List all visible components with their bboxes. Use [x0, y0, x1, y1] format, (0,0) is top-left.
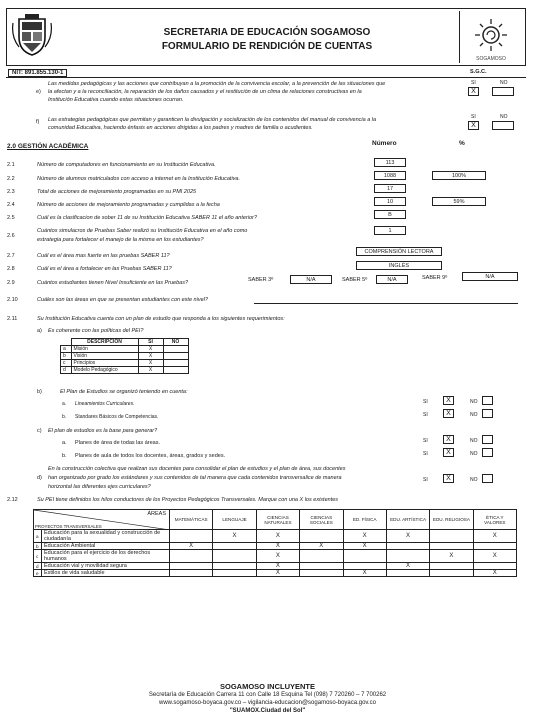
mark-cell[interactable]: X [473, 550, 516, 563]
mark-cell[interactable]: X [386, 563, 429, 570]
saber3-field[interactable]: N/A [290, 275, 332, 284]
item-number: 2.1 [7, 162, 15, 168]
table-row: a Misión X [61, 346, 189, 353]
si-label: SI [423, 477, 428, 483]
mark-cell[interactable] [300, 570, 343, 577]
si-cell[interactable]: X [138, 353, 163, 360]
mark-cell[interactable]: X [300, 543, 343, 550]
project-name: Educación Ambiental [42, 543, 170, 550]
mark-cell[interactable]: X [256, 563, 299, 570]
mark-cell[interactable]: X [170, 543, 213, 550]
project-name: Educación vial y movilidad segura [42, 563, 170, 570]
header-rule [6, 77, 526, 78]
table-row: b Visión X [61, 353, 189, 360]
no-label: NO [470, 399, 478, 405]
item-number: 2.5 [7, 215, 15, 221]
column-header: CIENCIAS SOCIALES [300, 510, 343, 530]
sub-question: El Plan de Estudios se organizó teniendo en cuenta: [60, 389, 188, 395]
mark-cell[interactable] [430, 570, 473, 577]
item-question: Su Institución Educativa cuenta con un plan de estudio que responda a los siguientes requerimientos: [37, 316, 285, 322]
footer-web-email[interactable]: www.sogamoso-boyaca.gov.co – vigilancia-educacion@sogamoso-boyaca.gov.co [159, 700, 376, 706]
mark-cell[interactable]: X [386, 530, 429, 543]
item-e-text-1: Las medidas pedagógicas y las acciones que contribuyan a la promoción de la convivencia escolar, a la prevención de las situaciones que [48, 81, 386, 87]
d-si-checkbox[interactable]: X [443, 474, 454, 483]
saber5-label: SABER 5º [342, 277, 368, 283]
c-item-b-letter: b. [62, 453, 67, 459]
header [6, 8, 526, 66]
item-number: 2.9 [7, 280, 15, 286]
si-cell[interactable]: X [138, 367, 163, 374]
item-number: 2.10 [7, 297, 18, 303]
section-title: 2.0 GESTIÓN ACADÉMICA [7, 143, 89, 150]
mark-cell[interactable] [473, 543, 516, 550]
item-e-si-checkbox[interactable]: X [468, 87, 479, 96]
project-name: Estilos de vida saludable [42, 570, 170, 577]
b-item-a-letter: a. [62, 401, 67, 407]
mark-cell[interactable]: X [473, 530, 516, 543]
d-text-1: En la construcción colectiva que realizan sus docentes para consolidar el plan de estudios y el plan de área, sus docentes [48, 466, 346, 472]
column-header: MATEMÁTICAS [170, 510, 213, 530]
mark-cell[interactable] [170, 563, 213, 570]
mark-cell[interactable]: X [430, 550, 473, 563]
c-item-a-si-checkbox[interactable]: X [443, 435, 454, 444]
item-question-line: Cuántos simulacros de Pruebas Saber realizó su Institución Educativa en el año como [37, 228, 248, 234]
mark-cell[interactable] [170, 570, 213, 577]
project-name: Educación para el ejercicio de los derechos humanos [42, 550, 170, 563]
projects-header: PROYECTOS TRANSVERSALES [35, 524, 102, 529]
no-label: NO [470, 412, 478, 418]
column-header: EDU. ARTÍSTICA [386, 510, 429, 530]
row-letter: b [34, 543, 42, 550]
table-row [34, 563, 517, 570]
mark-cell[interactable]: X [256, 543, 299, 550]
sub-question: El plan de estudios es la base para generar? [48, 428, 158, 434]
item-number: 2.8 [7, 266, 15, 272]
mark-cell[interactable] [300, 550, 343, 563]
no-cell[interactable] [163, 360, 188, 367]
answer-line[interactable] [254, 303, 518, 304]
column-header-number: Número [372, 140, 397, 147]
header-title-main: SECRETARIA DE EDUCACIÓN SOGAMOSO [163, 27, 371, 38]
strongest-area-field[interactable]: COMPRENSIÓN LECTORA [356, 247, 442, 256]
column-header: ED. FÍSICA [343, 510, 386, 530]
mark-cell[interactable]: X [473, 570, 516, 577]
sub-question: Es coherente con las políticas del PEI? [48, 328, 144, 334]
row-letter: c [34, 550, 42, 563]
item-f-si-label: SI [471, 114, 476, 120]
d-text-2: han organizado por grado los estándares y sus contenidos de tal manera que cada contenidos transversalice de manera [48, 475, 342, 481]
mark-cell[interactable] [170, 550, 213, 563]
mark-cell[interactable] [386, 543, 429, 550]
table-header-row [34, 510, 517, 530]
item-f-no-label: NO [500, 114, 508, 120]
c-item-a-letter: a. [62, 440, 67, 446]
column-header: CIENCIAS NATURALES [256, 510, 299, 530]
table-row: d Modelo Pedagógico X [61, 367, 189, 374]
row-letter: e [34, 570, 42, 577]
table-row [34, 543, 517, 550]
item-number: 2.12 [7, 497, 18, 503]
item-f-text-2: comunidad Educativa, haciendo énfasis en acciones dirigidas a los padres y madres de familia o acudientes. [48, 125, 313, 131]
saber3-label: SABER 3º [248, 277, 274, 283]
mark-cell[interactable] [430, 543, 473, 550]
footer-address: Secretaría de Educación Carrera 11 con Calle 18 Esquina Tel (098) 7 720260 – 7 700262 [148, 692, 387, 698]
si-label: SI [423, 412, 428, 418]
svg-text:SOGAMOSO: SOGAMOSO [476, 56, 506, 62]
column-header: DESCRIPCIÓN [71, 339, 138, 346]
transversal-projects-table [33, 509, 517, 577]
table-row [34, 550, 517, 563]
project-name: Educación para la sexualidad y construcción de ciudadanía [42, 530, 170, 543]
row-letter: d [34, 563, 42, 570]
mark-cell[interactable] [213, 550, 256, 563]
item-question-line: estrategia para fortalecer el manejo de la misma en los estudiantes? [37, 237, 204, 243]
mark-cell[interactable]: X [343, 543, 386, 550]
item-question: Su PEI tiene definidos los hilos conductores de los Proyectos Pedagógicos Transversales. Marque con una X los existentes [37, 497, 339, 503]
item-value-field[interactable]: 10 [374, 197, 406, 206]
mark-cell[interactable]: X [343, 530, 386, 543]
column-header: EDU. RELIGIOSA [430, 510, 473, 530]
nit-label: NIT: 891.855.130-1 [8, 69, 67, 77]
mark-cell[interactable] [386, 550, 429, 563]
c-item-b-si-checkbox[interactable]: X [443, 448, 454, 457]
mark-cell[interactable] [300, 563, 343, 570]
mark-cell[interactable]: X [343, 570, 386, 577]
item-value-field[interactable]: 1 [374, 226, 406, 235]
item-question: Cuál es el área mas fuerte en las pruebas SABER 11? [37, 253, 170, 259]
areas-header: ÁREAS [147, 511, 166, 517]
column-header-percent: % [459, 140, 465, 147]
d-no-checkbox[interactable] [482, 474, 493, 483]
no-label: NO [470, 451, 478, 457]
saber5-field[interactable]: N/A [376, 275, 408, 284]
si-cell[interactable]: X [138, 360, 163, 367]
mark-cell[interactable]: X [256, 530, 299, 543]
area-to-improve-field[interactable]: INGLÉS [356, 261, 442, 270]
saber9-field[interactable]: N/A [462, 272, 518, 281]
mark-cell[interactable]: X [256, 570, 299, 577]
item-number: 2.3 [7, 189, 15, 195]
mark-cell[interactable] [473, 563, 516, 570]
sgc-label: S.G.C. [470, 69, 487, 75]
sub-letter: c) [37, 428, 42, 434]
item-question: Cuáles son las áreas en que se presentan estudiantes con este nivel? [37, 297, 208, 303]
b-item-b-si-checkbox[interactable]: X [443, 409, 454, 418]
item-question: Cuál es la clasificacion de sober 11 de su Institución Educativa SABER 11 el año anterior? [37, 215, 257, 221]
sub-letter: d) [37, 475, 42, 481]
item-percent-field[interactable]: 100% [432, 171, 486, 180]
column-header: ÉTICA Y VALORES [473, 510, 516, 530]
c-item-a-text: Planes de área de todas las áreas. [75, 440, 161, 446]
projects-body [34, 530, 517, 577]
item-number: 2.7 [7, 253, 15, 259]
mark-cell[interactable]: X [213, 530, 256, 543]
item-e-letter: e) [36, 89, 41, 95]
mark-cell[interactable] [300, 530, 343, 543]
si-cell[interactable]: X [138, 346, 163, 353]
item-e-no-checkbox[interactable] [492, 87, 514, 96]
row-letter: a [34, 530, 42, 543]
item-number: 2.2 [7, 176, 15, 182]
d-text-3: horizontal las diferentes ejes curriculares? [48, 484, 151, 490]
item-e-text-3: Institución Educativa cuando estas situaciones ocurran. [48, 97, 184, 103]
mark-cell[interactable] [343, 550, 386, 563]
no-label: NO [470, 438, 478, 444]
b-item-a-no-checkbox[interactable] [482, 396, 493, 405]
item-f-letter: f) [36, 119, 40, 125]
item-question: Número de alumnos matriculados con acceso a internet en la Institución Educativa. [37, 176, 240, 182]
item-f-text-1: Las estrategias pedagógicas que permitan y garanticen la divulgación y socialización de los contenidos del manual de convivencia a la [48, 117, 377, 123]
mark-cell[interactable] [343, 563, 386, 570]
pei-coherence-table [60, 338, 189, 374]
table-row: c Principios X [61, 360, 189, 367]
item-f-no-checkbox[interactable] [492, 121, 514, 130]
mark-cell[interactable] [386, 570, 429, 577]
mark-cell[interactable] [213, 543, 256, 550]
mark-cell[interactable] [213, 563, 256, 570]
mark-cell[interactable] [430, 563, 473, 570]
table-header-row [61, 339, 189, 346]
mark-cell[interactable] [170, 530, 213, 543]
footer-slogan: "SUAMOX.Ciudad del Sol" [229, 708, 306, 714]
item-number: 2.11 [7, 316, 18, 322]
item-e-no-label: NO [500, 80, 508, 86]
si-label: SI [423, 451, 428, 457]
no-cell[interactable] [163, 367, 188, 374]
item-e-si-label: SI [471, 80, 476, 86]
sub-letter: b) [37, 389, 42, 395]
item-question: Total de acciones de mejoramiento programadas en su PMI 2025 [37, 189, 197, 195]
item-number: 2.6 [7, 233, 15, 239]
item-value-field[interactable]: B [374, 210, 406, 219]
sun-spiral-logo [459, 11, 522, 63]
si-label: SI [423, 438, 428, 444]
b-item-a-text: Lineamientos Curriculares. [75, 401, 135, 407]
table-row [34, 570, 517, 577]
item-percent-field[interactable]: 59% [432, 197, 486, 206]
item-f-si-checkbox[interactable]: X [468, 121, 479, 130]
c-item-b-text: Planes de aula de todos los docentes, áreas, grados y sedes. [75, 453, 226, 459]
item-question: Número de acciones de mejoramiento programadas y cumplidas a la fecha [37, 202, 220, 208]
c-item-a-no-checkbox[interactable] [482, 435, 493, 444]
b-item-b-letter: b. [62, 414, 67, 420]
column-header: LENGUAJE [213, 510, 256, 530]
item-number: 2.4 [7, 202, 15, 208]
b-item-a-si-checkbox[interactable]: X [443, 396, 454, 405]
saber9-label: SABER 9º [422, 275, 448, 281]
sub-letter: a) [37, 328, 42, 334]
item-question: Número de computadores en funcionamiento en su Institución Educativa. [37, 162, 216, 168]
header-title-form: FORMULARIO DE RENDICIÓN DE CUENTAS [161, 41, 373, 52]
mark-cell[interactable] [213, 570, 256, 577]
c-item-b-no-checkbox[interactable] [482, 448, 493, 457]
item-e-text-2: la afectan y a la reconciliación, la reparación de los daños causados y el restitución de un clima de relaciones constructivas en la [48, 89, 362, 95]
no-label: NO [470, 477, 478, 483]
column-header: NO [163, 339, 188, 346]
footer-title: SOGAMOSO INCLUYENTE [219, 682, 315, 691]
item-question: Cuántos estudiantes tienen Nivel Insuficiente en las Pruebas? [37, 280, 189, 286]
column-header: SI [138, 339, 163, 346]
item-value-field[interactable]: 113 [374, 158, 406, 167]
item-value-field[interactable]: 1088 [374, 171, 406, 180]
mark-cell[interactable] [430, 530, 473, 543]
b-item-b-no-checkbox[interactable] [482, 409, 493, 418]
item-value-field[interactable]: 17 [374, 184, 406, 193]
item-question: Cuál es el área a fortalecer en las Pruebas SABER 11? [37, 266, 172, 272]
mark-cell[interactable]: X [256, 550, 299, 563]
table-row [34, 530, 517, 543]
b-item-b-text: Standares Básicos de Competencias. [75, 414, 159, 420]
no-cell[interactable] [163, 346, 188, 353]
si-label: SI [423, 399, 428, 405]
no-cell[interactable] [163, 353, 188, 360]
